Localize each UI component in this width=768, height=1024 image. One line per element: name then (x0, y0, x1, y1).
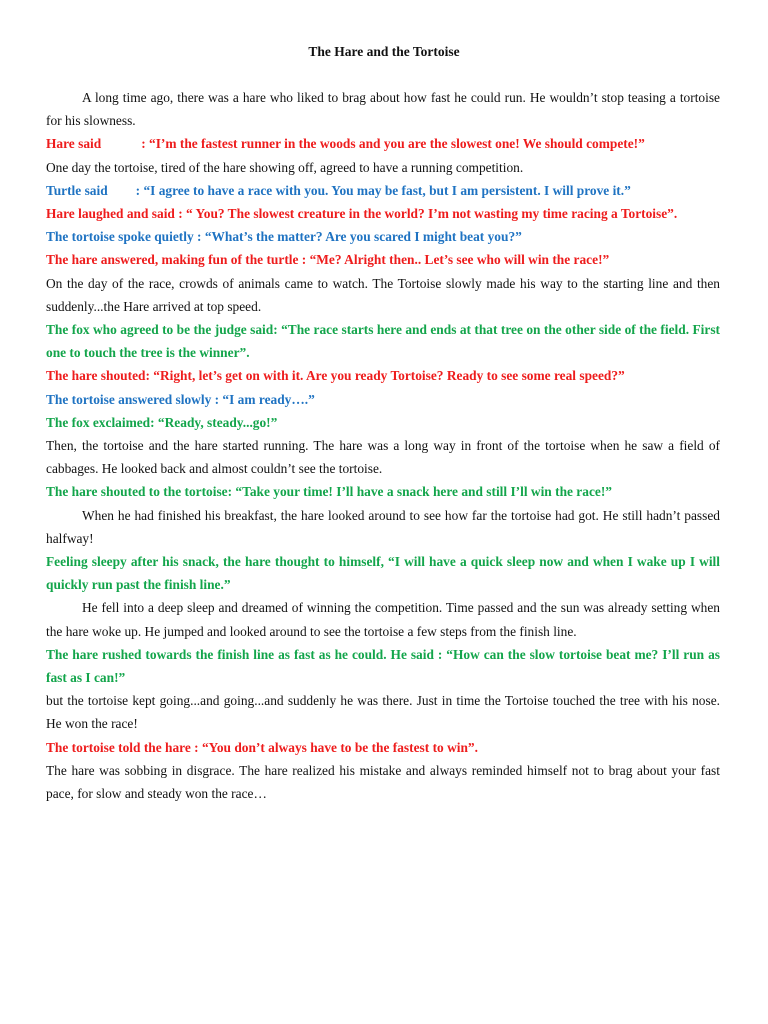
narration-paragraph: He fell into a deep sleep and dreamed of winning the competition. Time passed and the sun was already setting when the hare woke up. He jumped and looked around to see the tortoise a few steps from the finish line. (46, 600, 720, 639)
narration-paragraph: On the day of the race, crowds of animals came to watch. The Tortoise slowly made his way to the starting line and then suddenly...the Hare arrived at top speed. (46, 275, 720, 314)
story-title: The Hare and the Tortoise (308, 44, 460, 59)
dialogue-text: : “I’m the fastest runner in the woods and you are the slowest one! We should compete!” (141, 136, 645, 152)
story-body (46, 86, 720, 805)
narration-paragraph: When he had finished his breakfast, the hare looked around to see how far the tortoise had got. He still hadn’t passed halfway! (46, 507, 720, 546)
tortoise-dialogue: The tortoise answered slowly : “I am ready….” (46, 391, 315, 407)
tortoise-dialogue: The tortoise told the hare : “You don’t always have to be the fastest to win”. (46, 739, 478, 755)
fox-dialogue: The fox exclaimed: “Ready, steady...go!” (46, 414, 278, 430)
hare-dialogue: The hare shouted: “Right, let’s get on with it. Are you ready Tortoise? Ready to see some real speed?” (46, 368, 625, 384)
turtle-dialogue (46, 179, 720, 202)
hare-dialogue: The hare rushed towards the finish line as fast as he could. He said : “How can the slow tortoise beat me? I’ll run as fast as I can!” (46, 646, 720, 686)
narration-paragraph: The hare was sobbing in disgrace. The hare realized his mistake and always reminded himself not to brag about your fast pace, for slow and steady won the race… (46, 762, 720, 802)
fox-dialogue: The fox who agreed to be the judge said: “The race starts here and ends at that tree on the other side of the field. First one to touch the tree is the winner”. (46, 322, 720, 361)
narration-paragraph: Then, the tortoise and the hare started running. The hare was a long way in front of the tortoise when he saw a field of cabbages. He looked back and almost couldn’t see the tortoise. (46, 438, 720, 477)
speaker-label: Hare said (46, 136, 102, 152)
narration-paragraph: One day the tortoise, tired of the hare showing off, agreed to have a running competition. (46, 159, 524, 175)
narration-paragraph: but the tortoise kept going...and going...and suddenly he was there. Just in time the Tortoise touched the tree with his nose. He won the race! (46, 693, 720, 732)
narration-paragraph: A long time ago, there was a hare who liked to brag about how fast he could run. He wouldn’t stop teasing a tortoise for his slowness. (46, 90, 720, 129)
dialogue-text: : “I agree to have a race with you. You may be fast, but I am persistent. I will prove it.” (135, 182, 631, 198)
hare-dialogue (46, 132, 720, 155)
speaker-label: Turtle said (46, 182, 108, 198)
hare-dialogue: The hare shouted to the tortoise: “Take your time! I’ll have a snack here and still I’ll win the race!” (46, 484, 612, 500)
hare-dialogue: The hare answered, making fun of the turtle : “Me? Alright then.. Let’s see who will win the race!” (46, 252, 610, 268)
hare-thought: Feeling sleepy after his snack, the hare thought to himself, “I will have a quick sleep now and when I wake up I will quickly run past the finish line.” (46, 554, 720, 593)
tortoise-dialogue: The tortoise spoke quietly : “What’s the matter? Are you scared I might beat you?” (46, 229, 522, 245)
hare-dialogue: Hare laughed and said : “ You? The slowest creature in the world? I’m not wasting my time racing a Tortoise”. (46, 206, 678, 222)
